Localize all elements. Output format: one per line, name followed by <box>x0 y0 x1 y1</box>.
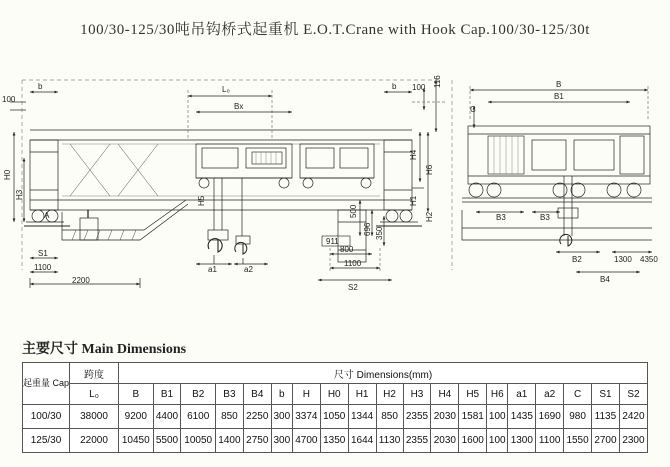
col-S1: S1 <box>592 384 620 405</box>
col-a2: a2 <box>536 384 564 405</box>
dimensions-heading: 主要尺寸 Main Dimensions <box>22 342 187 357</box>
col-B4: B4 <box>243 384 271 405</box>
label-side-4350: 4350 <box>640 255 658 264</box>
header-span-symbol: L₀ <box>70 384 119 405</box>
label-a2: a2 <box>244 265 253 274</box>
page-title: 100/30-125/30吨吊钩桥式起重机 E.O.T.Crane with Hook Cap.100/30-125/30t <box>80 22 590 38</box>
cell-H4: 2030 <box>431 429 459 453</box>
col-H6: H6 <box>487 384 508 405</box>
table-row <box>23 429 648 453</box>
label-cabin: ∥ <box>86 209 90 218</box>
label-H4: H4 <box>409 149 418 160</box>
cell-b: 300 <box>271 405 292 429</box>
label-911: 911 <box>326 237 339 246</box>
cell-H3: 2355 <box>403 429 431 453</box>
col-H: H <box>292 384 320 405</box>
cell-H4: 2030 <box>431 405 459 429</box>
col-H0: H0 <box>320 384 348 405</box>
header-cap: 起重量 Cap <box>23 363 70 405</box>
cell-b: 300 <box>271 429 292 453</box>
cell-B2: 10050 <box>181 429 216 453</box>
table-subheader-row <box>23 384 648 405</box>
label-696: 696 <box>363 222 372 236</box>
label-side-B1: B1 <box>554 92 564 101</box>
label-side-B3-right: B3 <box>540 213 550 222</box>
cell-S1: 2700 <box>592 429 620 453</box>
label-b-left: b <box>38 82 43 91</box>
label-side-B3-left: B3 <box>496 213 506 222</box>
col-B3: B3 <box>215 384 243 405</box>
col-b: b <box>271 384 292 405</box>
label-Bx: Bx <box>234 102 244 111</box>
cell-H0: 1350 <box>320 429 348 453</box>
table-row <box>23 405 648 429</box>
label-H6: H6 <box>425 164 434 175</box>
label-A: A <box>44 211 50 220</box>
label-H1: H1 <box>409 195 418 206</box>
label-1100b: 1100 <box>344 259 362 268</box>
label-H5: H5 <box>197 195 206 206</box>
cell-a1: 1300 <box>508 429 536 453</box>
cell-B2: 6100 <box>181 405 216 429</box>
label-100-left: 100 <box>2 95 16 104</box>
cell-H5: 1581 <box>459 405 487 429</box>
cell-H: 3374 <box>292 405 320 429</box>
cell-B4: 2250 <box>243 405 271 429</box>
label-350: 350 <box>375 226 384 240</box>
col-H4: H4 <box>431 384 459 405</box>
crane-svg <box>0 40 670 330</box>
cell-B3: 850 <box>215 405 243 429</box>
col-S2: S2 <box>619 384 647 405</box>
cell-a1: 1435 <box>508 405 536 429</box>
cell-H5: 1600 <box>459 429 487 453</box>
label-100-right: 100 <box>412 83 426 92</box>
cell-H: 4700 <box>292 429 320 453</box>
label-H3: H3 <box>15 189 24 200</box>
label-side-1300: 1300 <box>614 255 632 264</box>
cell-cap: 125/30 <box>23 429 70 453</box>
cell-H1: 1644 <box>348 429 376 453</box>
cell-C: 1550 <box>564 429 592 453</box>
cell-B1: 4400 <box>153 405 181 429</box>
col-H5: H5 <box>459 384 487 405</box>
header-dimensions: 尺寸 Dimensions(mm) <box>119 363 648 384</box>
cell-H2: 1130 <box>376 429 403 453</box>
label-side-B2: B2 <box>572 255 582 264</box>
col-B1: B1 <box>153 384 181 405</box>
cell-span: 38000 <box>70 405 119 429</box>
cell-S2: 2300 <box>619 429 647 453</box>
cell-span: 22000 <box>70 429 119 453</box>
label-2200: 2200 <box>72 276 90 285</box>
label-b-right: b <box>392 82 397 91</box>
cell-H2: 850 <box>376 405 403 429</box>
label-116: 116 <box>433 75 442 88</box>
cell-B: 9200 <box>119 405 154 429</box>
cell-B1: 5500 <box>153 429 181 453</box>
cell-B3: 1400 <box>215 429 243 453</box>
col-B2: B2 <box>181 384 216 405</box>
cell-H1: 1344 <box>348 405 376 429</box>
cell-a2: 1690 <box>536 405 564 429</box>
main-dimensions-table <box>22 362 648 453</box>
cell-C: 980 <box>564 405 592 429</box>
label-side-C: C <box>470 105 476 114</box>
cell-S2: 2420 <box>619 405 647 429</box>
label-side-B: B <box>556 80 562 89</box>
col-H2: H2 <box>376 384 403 405</box>
label-a1: a1 <box>208 265 217 274</box>
header-span: 跨度 <box>70 363 119 384</box>
col-H3: H3 <box>403 384 431 405</box>
cell-cap: 100/30 <box>23 405 70 429</box>
cell-H3: 2355 <box>403 405 431 429</box>
label-L0: L₀ <box>222 85 230 94</box>
cell-H0: 1050 <box>320 405 348 429</box>
cell-B4: 2750 <box>243 429 271 453</box>
label-H0: H0 <box>3 169 12 180</box>
cell-H6: 100 <box>487 429 508 453</box>
col-a1: a1 <box>508 384 536 405</box>
col-C: C <box>564 384 592 405</box>
cell-S1: 1135 <box>592 405 620 429</box>
label-S1: S1 <box>38 249 48 258</box>
col-B: B <box>119 384 154 405</box>
crane-drawing <box>0 40 670 330</box>
cell-H6: 100 <box>487 405 508 429</box>
cell-B: 10450 <box>119 429 154 453</box>
label-S2: S2 <box>348 283 358 292</box>
label-H2: H2 <box>425 211 434 222</box>
label-800: 800 <box>340 245 354 254</box>
col-H1: H1 <box>348 384 376 405</box>
label-1100: 1100 <box>34 263 52 272</box>
cell-a2: 1100 <box>536 429 564 453</box>
label-side-B4: B4 <box>600 275 610 284</box>
label-500: 500 <box>349 204 358 218</box>
